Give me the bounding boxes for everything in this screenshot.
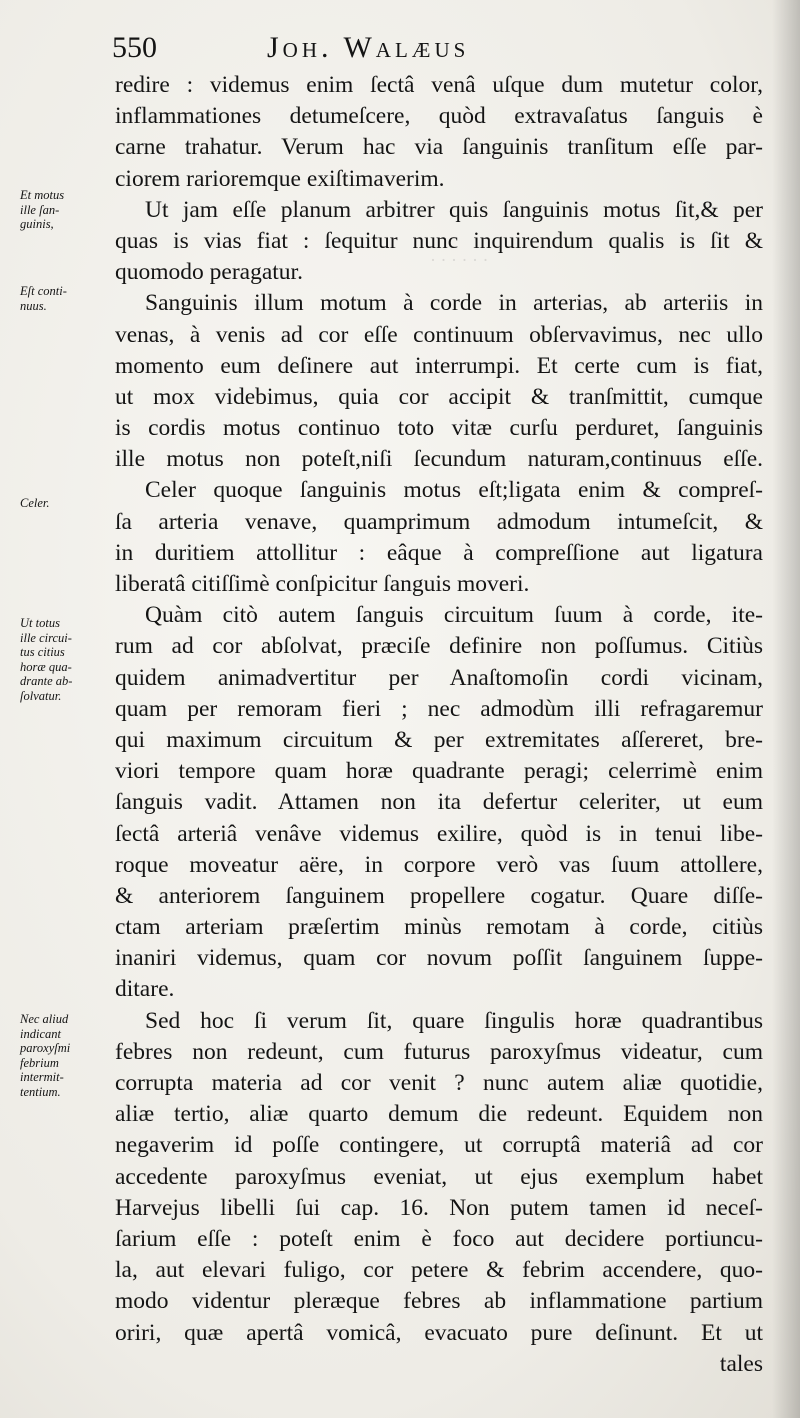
text-line: ctam arteriam præſertim minùs remotam à corde, citiùs [115,914,763,941]
margin-note-line: guinis, [20,217,54,231]
text-line: momento eum deſinere aut interrumpi. Et certe cum is fiat, [115,352,763,379]
body-text [115,70,763,1380]
text-line: qui maximum circuitum & per extremitates aſſereret, bre- [115,726,763,753]
catchword: tales [719,1350,763,1377]
margin-note-line: tus citius [20,645,65,659]
text-line: Sanguinis illum motum à corde in arterias, ab arteriis in [145,290,763,317]
text-line: quam per remoram fieri ; nec admodùm illi refragaremur [115,695,763,722]
margin-note-line: indicant [20,1026,61,1041]
text-line: Ut jam eſſe planum arbitrer quis ſanguinis motus ſit,& per [145,196,763,223]
text-line: la, aut elevari fuligo, cor petere & febrim accendere, quo- [115,1257,763,1284]
margin-note-line: paroxyſmi [20,1041,71,1055]
margin-note [20,1012,120,1099]
text-line: ſanguis vadit. Attamen non ita defertur celeriter, ut eum [115,789,763,816]
page-number: 550 [112,31,157,64]
margin-note-line: febrium [20,1055,59,1070]
text-line: quas is vias fiat : ſequitur nunc inquirendum qualis is ſit & [115,227,763,254]
text-line: ciorem rarioremque exiſtimaverim. [115,165,445,192]
text-line: viori tempore quam horæ quadrante peragi; celerrimè enim [115,758,763,785]
text-line: Celer quoque ſanguinis motus eſt;ligata enim & compreſ- [145,477,763,504]
text-line: liberatâ citiſſimè conſpicitur ſanguis moveri. [115,571,530,597]
text-line: Quàm citò autem ſanguis circuitum ſuum à corde, ite- [145,602,763,629]
margin-note-line: nuus. [20,298,47,313]
margin-note-line: Ut totus [20,616,60,630]
text-line: quidem animadvertitur per Anaſtomoſin cordi vicinam, [115,664,763,691]
text-line: ditare. [115,976,175,1003]
text-line: venas, à venis ad cor eſſe continuum obſervavimus, nec ullo [115,321,763,348]
text-line: ſectâ arteriâ venâve videmus exilire, quòd is in tenui libe- [115,820,763,847]
text-line: & anteriorem ſanguinem propellere cogatur. Quare diſſe- [115,882,763,909]
text-line: Sed hoc ſi verum ſit, quare ſingulis horæ quadrantibus [145,1007,763,1034]
text-line: in duritiem attollitur : eâque à compreſſione aut ligatura [115,539,763,566]
text-line: corrupta materia ad cor venit ? nunc autem aliæ quotidie, [115,1070,763,1096]
text-line: modo videntur pleræque febres ab inflammatione partium [115,1288,763,1315]
text-line: carne trahatur. Verum hac via ſanguinis tranſitum eſſe par- [115,134,763,161]
margin-note-line: Eſt conti- [20,284,67,298]
text-line: is cordis motus continuo toto vitæ curſu perduret, ſanguinis [115,415,763,442]
text-line: roque moveatur aëre, in corpore verò vas ſuum attollere, [115,851,763,878]
margin-note-line: ſolvatur. [20,688,62,703]
text-line: Harvejus libelli ſui cap. 16. Non putem tamen id neceſ- [115,1194,763,1221]
margin-note [20,284,120,313]
margin-note-line: horæ qua- [20,659,72,674]
text-line: accedente paroxyſmus eveniat, ut ejus exemplum habet [115,1163,763,1190]
bleed-through-text: · · · · · · [430,250,489,270]
margin-note-line: Celer. [20,496,50,510]
page-header [112,28,752,68]
margin-note-line: drante ab- [20,674,73,688]
margin-note [20,616,120,703]
text-line: ſarium eſſe : poteſt enim è foco aut decidere portiuncu- [115,1225,763,1252]
text-line: redire : videmus enim ſectâ venâ uſque dum mutetur color, [115,72,763,98]
margin-note [20,188,120,232]
margin-note-line: ille ſan- [20,202,60,217]
margin-note-line: ille circui- [20,630,72,645]
running-head: Joh. Walæus [267,31,470,64]
binding-shadow [772,0,800,1418]
text-line: inflammationes detumeſcere, quòd extravaſatus ſanguis è [115,103,763,130]
text-line: ſa arteria venave, quamprimum admodum intumeſcit, & [115,508,763,535]
text-line: rum ad cor abſolvat, præciſe definire non poſſumus. Citiùs [115,633,763,660]
text-line: negaverim id poſſe contingere, ut corruptâ materiâ ad cor [115,1132,763,1159]
margin-note [20,496,120,511]
text-line: ille motus non poteſt,niſi ſecundum naturam,continuus eſſe. [115,446,763,473]
text-line: ut mox videbimus, quia cor accipit & tranſmittit, cumque [115,383,763,410]
margin-note-line: Nec aliud [20,1012,69,1026]
text-line: oriri, quæ apertâ vomicâ, evacuato pure deſinunt. Et ut [115,1319,763,1346]
text-line: inaniri videmus, quam cor novum poſſit ſanguinem ſuppe- [115,945,763,972]
margin-note-line: tentium. [20,1084,61,1099]
margin-note-line: Et motus [20,188,65,202]
text-line: febres non redeunt, cum futurus paroxyſmus videatur, cum [115,1038,763,1065]
text-line: aliæ tertio, aliæ quarto demum die redeunt. Equidem non [115,1101,763,1128]
text-line: quomodo peragatur. [115,259,303,286]
margin-note-line: intermit- [20,1070,64,1084]
